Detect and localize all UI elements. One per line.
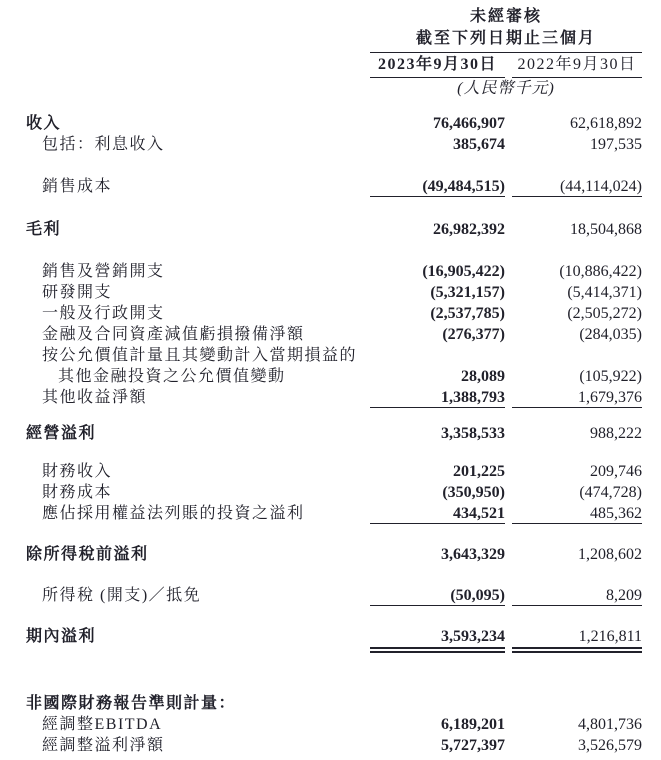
table-row — [0, 461, 642, 482]
spacer — [0, 408, 642, 423]
spacer — [0, 653, 642, 693]
date-columns — [370, 53, 642, 78]
value-2023 — [370, 345, 505, 366]
table-row — [0, 482, 642, 503]
table-row — [0, 219, 642, 240]
value-2022 — [512, 345, 642, 366]
table-row — [0, 303, 642, 324]
value-2022: 18,504,868 — [570, 221, 642, 238]
row-label: 銷售及營銷開支 — [42, 263, 165, 280]
spacer — [0, 606, 642, 626]
row-label: 財務成本 — [42, 484, 113, 501]
row-label: 其他金融投資之公允價值變動 — [58, 368, 286, 385]
value-2022: (44,114,024) — [512, 176, 642, 197]
value-2023: (49,484,515) — [370, 176, 505, 197]
table-row — [0, 585, 642, 606]
row-label: 非國際財務報告準則計量： — [26, 695, 237, 712]
value-2022: (105,922) — [579, 368, 642, 385]
table-row — [0, 544, 642, 565]
value-2023: 26,982,392 — [433, 221, 505, 238]
value-2023: (350,950) — [442, 484, 505, 501]
value-2023: (276,377) — [442, 326, 505, 343]
table-row — [0, 735, 642, 756]
row-label: 銷售成本 — [42, 178, 113, 195]
row-label: 經調整EBITDA — [42, 716, 163, 733]
period-label: 截至下列日期止三個月 — [415, 30, 596, 47]
row-label: 按公允價值計量且其變動計入當期損益的 — [42, 347, 358, 364]
header-dates-row — [0, 53, 642, 78]
spacer — [0, 197, 642, 219]
value-2022: (284,035) — [579, 326, 642, 343]
row-label: 所得稅 (開支)／抵免 — [42, 587, 202, 604]
column-header-2022: 2022年9月30日 — [512, 53, 642, 78]
header-period-row — [0, 28, 642, 50]
table-row — [0, 626, 642, 653]
header-currency-row — [0, 78, 642, 100]
value-2022: (5,414,371) — [567, 284, 642, 301]
value-2022: 3,526,579 — [578, 737, 642, 754]
table-row — [0, 324, 642, 345]
header-spacer — [0, 78, 370, 100]
value-2023: 3,593,234 — [370, 626, 505, 653]
row-label: 應佔採用權益法列賬的投資之溢利 — [42, 505, 305, 522]
spacer — [0, 240, 642, 261]
value-2023: 28,089 — [461, 368, 505, 385]
row-label: 收入 — [26, 115, 62, 132]
row-label: 金融及合同資產減值虧損撥備淨額 — [42, 326, 305, 343]
row-label: 財務收入 — [42, 463, 113, 480]
value-2023: 3,643,329 — [441, 546, 505, 563]
value-2023: 434,521 — [370, 503, 505, 524]
value-2023: (5,321,157) — [430, 284, 505, 301]
value-2022: (10,886,422) — [559, 263, 642, 280]
value-2023: (50,095) — [370, 585, 505, 606]
row-label: 研發開支 — [42, 284, 113, 301]
table-row — [0, 113, 642, 134]
value-2023: (2,537,785) — [430, 305, 505, 322]
table-row — [0, 282, 642, 303]
value-2022 — [512, 693, 642, 714]
header-spacer — [0, 53, 370, 78]
row-label: 其他收益淨額 — [42, 389, 148, 406]
spacer — [0, 100, 642, 113]
table-row — [0, 503, 642, 524]
header-spacer — [0, 28, 370, 50]
row-label: 一般及行政開支 — [42, 305, 165, 322]
spacer — [0, 444, 642, 461]
table-row — [0, 366, 642, 387]
value-2023: 3,358,533 — [441, 425, 505, 442]
table-row — [0, 176, 642, 197]
value-2022: 197,535 — [590, 136, 642, 153]
row-label: 包括：利息收入 — [42, 136, 165, 153]
row-label: 除所得稅前溢利 — [26, 546, 149, 563]
value-2022: 1,679,376 — [512, 387, 642, 408]
row-label: 經調整溢利淨額 — [42, 737, 165, 754]
spacer — [0, 524, 642, 544]
table-row — [0, 134, 642, 155]
value-2022: 1,208,602 — [578, 546, 642, 563]
row-label: 期內溢利 — [26, 628, 97, 645]
spacer — [0, 565, 642, 585]
value-2023 — [370, 693, 505, 714]
table-row — [0, 345, 642, 366]
value-2022: 4,801,736 — [578, 716, 642, 733]
value-2023: 6,189,201 — [441, 716, 505, 733]
table-row — [0, 387, 642, 408]
value-2022: 485,362 — [512, 503, 642, 524]
value-2022: 62,618,892 — [570, 115, 642, 132]
value-2023: 5,727,397 — [441, 737, 505, 754]
table-row — [0, 423, 642, 444]
column-header-2023: 2023年9月30日 — [370, 53, 505, 78]
table-body — [0, 113, 642, 756]
value-2022: 8,209 — [512, 585, 642, 606]
value-2022: (474,728) — [579, 484, 642, 501]
value-2023: 201,225 — [453, 463, 505, 480]
currency-note: (人民幣千元) — [457, 80, 555, 97]
value-2022: 988,222 — [590, 425, 642, 442]
value-2023: 76,466,907 — [433, 115, 505, 132]
value-2023: (16,905,422) — [422, 263, 505, 280]
row-label: 經營溢利 — [26, 425, 97, 442]
value-2022: 209,746 — [590, 463, 642, 480]
header-spacer — [0, 6, 370, 28]
row-label: 毛利 — [26, 221, 62, 238]
table-row — [0, 261, 642, 282]
table-row — [0, 714, 642, 735]
header-unaudited-row — [0, 6, 642, 28]
spacer — [0, 155, 642, 176]
value-2022: 1,216,811 — [512, 626, 642, 653]
value-2023: 1,388,793 — [370, 387, 505, 408]
table-row — [0, 693, 642, 714]
value-2022: (2,505,272) — [567, 305, 642, 322]
value-2023: 385,674 — [453, 136, 505, 153]
unaudited-label: 未經審核 — [469, 8, 542, 25]
